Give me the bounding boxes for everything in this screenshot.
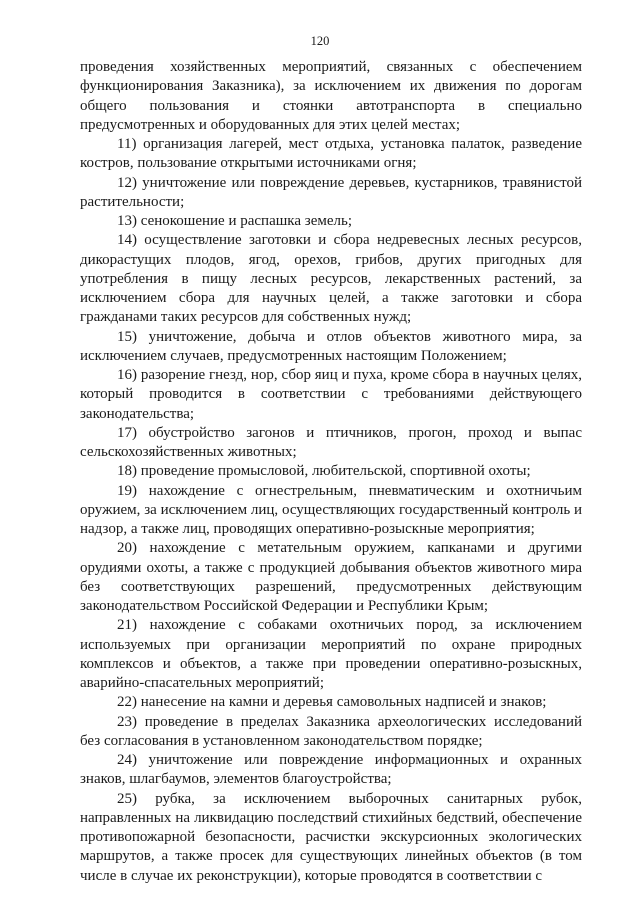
list-item-24: 24) уничтожение или повреждение информационных и охранных знаков, шлагбаумов, элементов благоустройства; (80, 752, 582, 788)
list-item-19: 19) нахождение с огнестрельным, пневматическим и охотничьим оружием, за исключением лиц, осуществляющих государственный контроль и надзор, а также лиц, проводящих оперативно-розыскные мероприятия; (80, 482, 582, 537)
list-item-14: 14) осуществление заготовки и сбора недревесных лесных ресурсов, дикорастущих плодов, ягод, орехов, грибов, других пригодных для употребления в пищу лесных ресурсов, лекарственных растений, за исключением сбора для научных целей, а также заготовки и сбора гражданами таких ресурсов для собственных нужд; (80, 232, 582, 326)
page-number: 120 (310, 34, 330, 48)
list-item-15: 15) уничтожение, добыча и отлов объектов животного мира, за исключением случаев, предусмотренных настоящим Положением; (80, 328, 582, 364)
list-item-25: 25) рубка, за исключением выборочных санитарных рубок, направленных на ликвидацию последствий стихийных бедствий, обеспечение противопожарной безопасности, расчистки экскурсионных экологических маршрутов, а также просек для существующих линейных объектов (в том числе в случае их реконструкции), которые проводятся в соответствии с (80, 790, 582, 884)
document-body (80, 58, 582, 886)
list-item-23: 23) проведение в пределах Заказника археологических исследований без согласования в установленном законодательством порядке; (80, 713, 582, 749)
list-item-11: 11) организация лагерей, мест отдыха, установка палаток, разведение костров, пользование открытыми источниками огня; (80, 136, 582, 172)
list-item-13: 13) сенокошение и распашка земель; (117, 213, 352, 229)
list-item-21: 21) нахождение с собаками охотничьих пород, за исключением используемых при организации мероприятий по охране природных комплексов и объектов, а также при проведении оперативно-розыскных, аварийно-спасательных мероприятий; (80, 617, 582, 691)
list-item-16: 16) разорение гнезд, нор, сбор яиц и пуха, кроме сбора в научных целях, который проводится в соответствии с требованиями действующего законодательства; (80, 367, 582, 422)
list-item-22: 22) нанесение на камни и деревья самовольных надписей и знаков; (117, 694, 547, 711)
list-item-20: 20) нахождение с метательным оружием, капканами и другими орудиями охоты, а также с продукцией добывания объектов животного мира без соответствующих разрешений, предусмотренных действующим законодательством Российской Федерации и Республики Крым; (80, 540, 582, 614)
list-item-18: 18) проведение промысловой, любительской, спортивной охоты; (117, 463, 531, 480)
list-item-17: 17) обустройство загонов и птичников, прогон, проход и выпас сельскохозяйственных животных; (80, 424, 582, 460)
list-item-12: 12) уничтожение или повреждение деревьев, кустарников, травянистой растительности; (80, 174, 582, 210)
paragraph-continuation: проведения хозяйственных мероприятий, связанных с обеспечением функционирования Заказника), за исключением их движения по дорогам общего пользования и стоянки автотранспорта в специально предусмотренных и оборудованных для этих целей местах; (80, 59, 582, 133)
